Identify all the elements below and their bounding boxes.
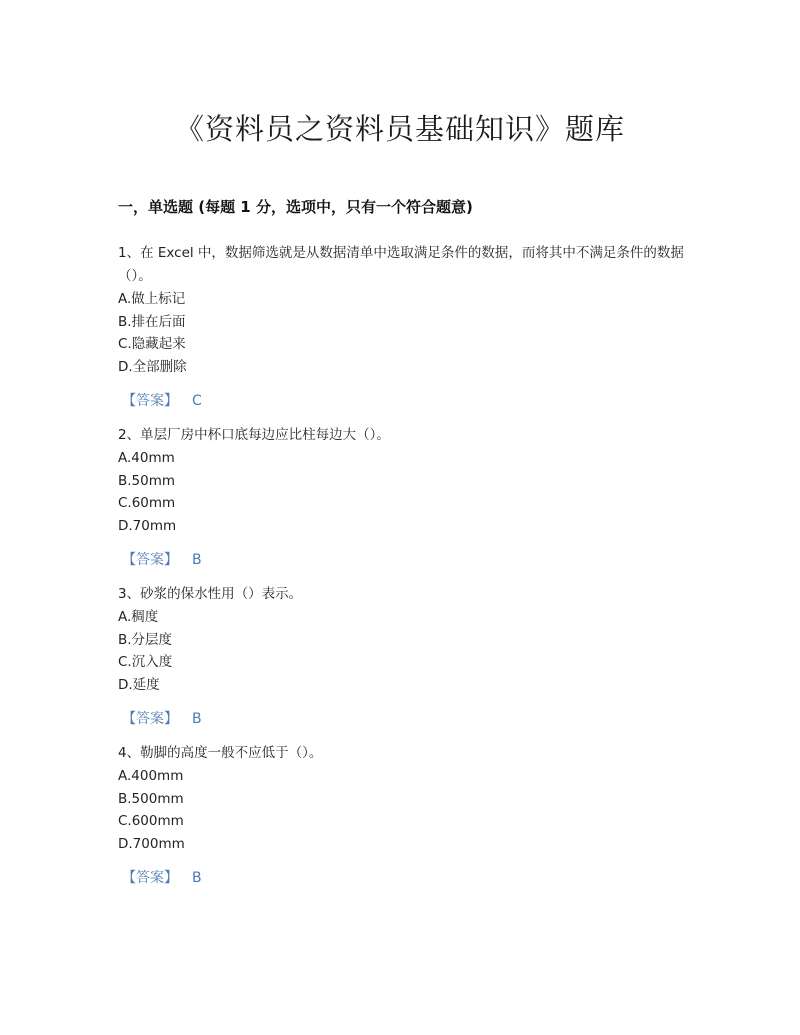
option-b: B.500mm [118,790,184,807]
answer-value: B [192,711,202,727]
option-b: B.分层度 [118,631,173,648]
question-number: 1、 [118,245,141,261]
question-stem [118,583,693,606]
option-d: D.延度 [118,676,160,693]
option-d: D.700mm [118,835,185,852]
question-text: 单层厂房中杯口底每边应比柱每边大（）。 [140,427,390,443]
answer-line [122,708,693,730]
question-stem [118,742,693,765]
question-2 [118,424,693,571]
question-list [118,242,693,901]
answer-value: C [192,393,202,409]
option-c: C.隐藏起来 [118,336,186,352]
question-text: 砂浆的保水性用（）表示。 [140,586,303,602]
question-number: 3、 [118,586,141,602]
question-text: 勒脚的高度一般不应低于（）。 [140,745,323,761]
question-number: 2、 [118,427,141,443]
answer-line [122,867,693,889]
question-3 [118,583,693,730]
option-a: A.做上标记 [118,291,186,307]
page-title: 《资料员之资料员基础知识》题库 [174,112,625,146]
answer-label: 【答案】 [122,711,178,727]
option-d: D.70mm [118,517,177,534]
question-text: 在 Excel 中，数据筛选就是从数据清单中选取满足条件的数据，而将其中不满足条件的数据（）。 [118,245,684,284]
option-a: A.稠度 [118,609,159,625]
section-heading: 一，单选题 (每题 1 分，选项中，只有一个符合题意) [118,198,473,216]
option-a: A.40mm [118,450,175,466]
question-number: 4、 [118,745,141,761]
answer-value: B [192,870,202,886]
answer-label: 【答案】 [122,870,178,886]
answer-label: 【答案】 [122,552,178,568]
answer-label: 【答案】 [122,393,178,409]
option-c: C.沉入度 [118,654,173,670]
answer-line [122,390,693,412]
option-c: C.60mm [118,495,176,511]
question-4 [118,742,693,889]
question-stem [118,424,693,447]
option-b: B.排在后面 [118,313,186,330]
question-1 [118,242,693,412]
option-c: C.600mm [118,813,184,829]
answer-value: B [192,552,202,568]
option-d: D.全部删除 [118,358,187,375]
answer-line [122,549,693,571]
option-a: A.400mm [118,768,184,784]
option-b: B.50mm [118,472,176,489]
question-stem [118,242,693,288]
